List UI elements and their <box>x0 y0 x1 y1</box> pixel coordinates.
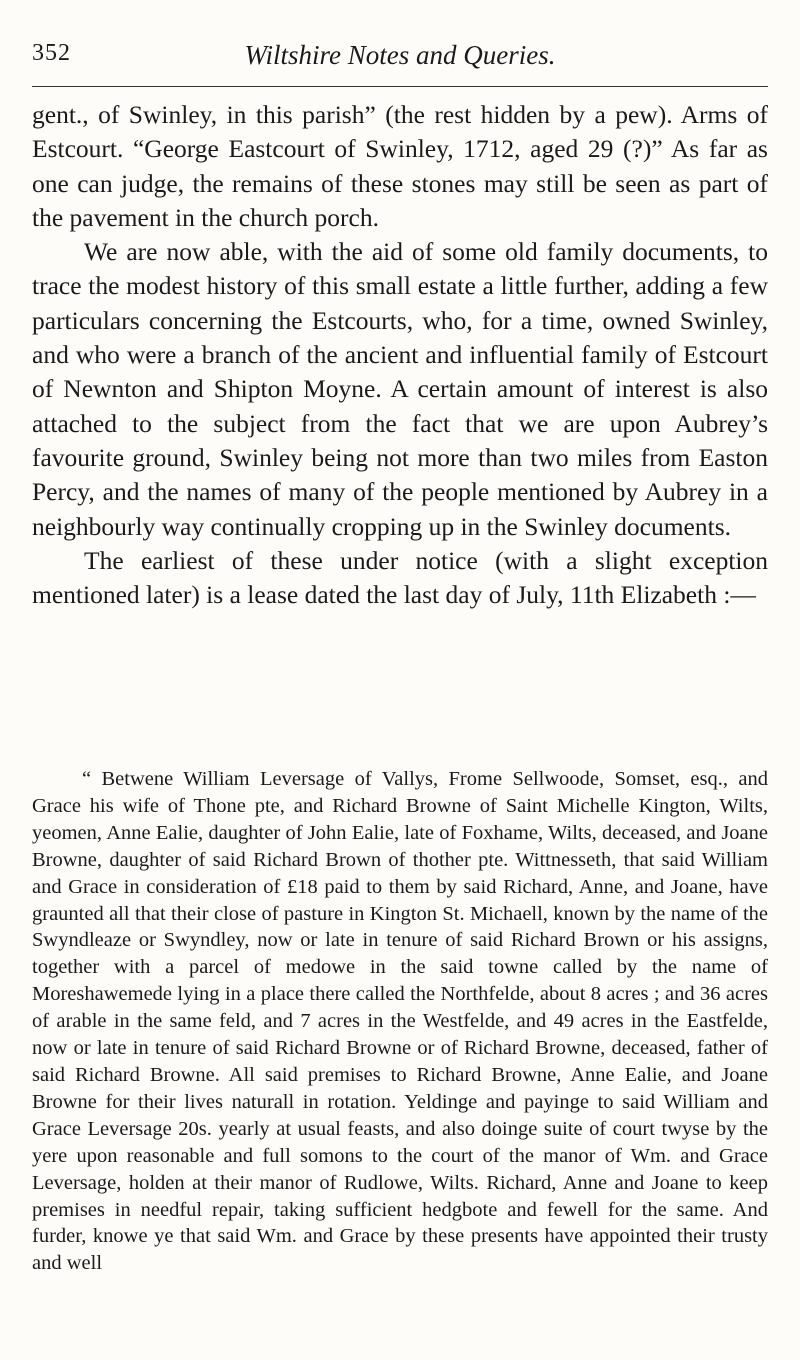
body-text <box>32 98 768 612</box>
body-paragraph: gent., of Swinley, in this parish” (the rest hidden by a pew). Arms of Estcourt. “George Eastcourt of Swinley, 1712, aged 29 (?)” As far as one can judge, the remains of these stones may still be seen as part of the pavement in the church porch. <box>32 100 768 232</box>
running-title: Wiltshire Notes and Queries. <box>244 40 556 70</box>
page-header <box>32 40 768 80</box>
body-paragraph: We are now able, with the aid of some old family documents, to trace the modest history of this small estate a little further, adding a few particulars concerning the Estcourts, who, for a time, owned Swinley, and who were a branch of the ancient and influential family of Estcourt of Newnton and Shipton Moyne. A certain amount of interest is also attached to the subject from the fact that we are upon Aubrey’s favourite ground, Swinley being not more than two miles from Easton Percy, and the names of many of the people mentioned by Aubrey in a neighbourly way continually cropping up in the Swinley documents. <box>32 237 768 541</box>
body-paragraph: The earliest of these under notice (with a slight exception mentioned later) is a lease dated the last day of July, 11th Elizabeth :— <box>32 545 768 610</box>
header-rule <box>32 86 768 87</box>
quoted-lease-text <box>32 766 768 1277</box>
quote-paragraph: “ Betwene William Leversage of Vallys, Frome Sellwoode, Somset, esq., and Grace his wife of Thone pte, and Richard Browne of Saint Michelle Kington, Wilts, yeomen, Anne Ealie, daughter of John Ealie, late of Foxhame, Wilts, deceased, and Joane Browne, daughter of said Richard Brown of thother pte. Wittnesseth, that said William and Grace in consideration of £18 paid to them by said Richard, Anne, and Joane, have graunted all that their close of pasture in Kington St. Michaell, known by the name of the Swyndleaze or Swyndley, now or late in tenure of said Richard Brown or his assigns, together with a parcel of medowe in the said towne called by the name of Moreshawemede lying in a place there called the Northfelde, about 8 acres ; and 36 acres of arable in the same feld, and 7 acres in the Westfelde, and 49 acres in the Eastfelde, now or late in tenure of said Richard Browne or of Richard Browne, deceased, father of said Richard Browne. All said premises to Richard Browne, Anne Ealie, and Joane Browne for their lives naturall in rotation. Yeldinge and payinge to said William and Grace Leversage 20s. yearly at usual feasts, and also doinge suite of court twyse by the yere upon reasonable and full somons to the court of the manor of Wm. and Grace Leversage, holden at their manor of Rudlowe, Wilts. Richard, Anne and Joane to keep premises in needful repair, taking sufficient hedgbote and fewell for the same. And furder, knowe ye that said Wm. and Grace by these presents have appointed their trusty and well <box>32 768 768 1275</box>
page-number: 352 <box>32 40 71 66</box>
